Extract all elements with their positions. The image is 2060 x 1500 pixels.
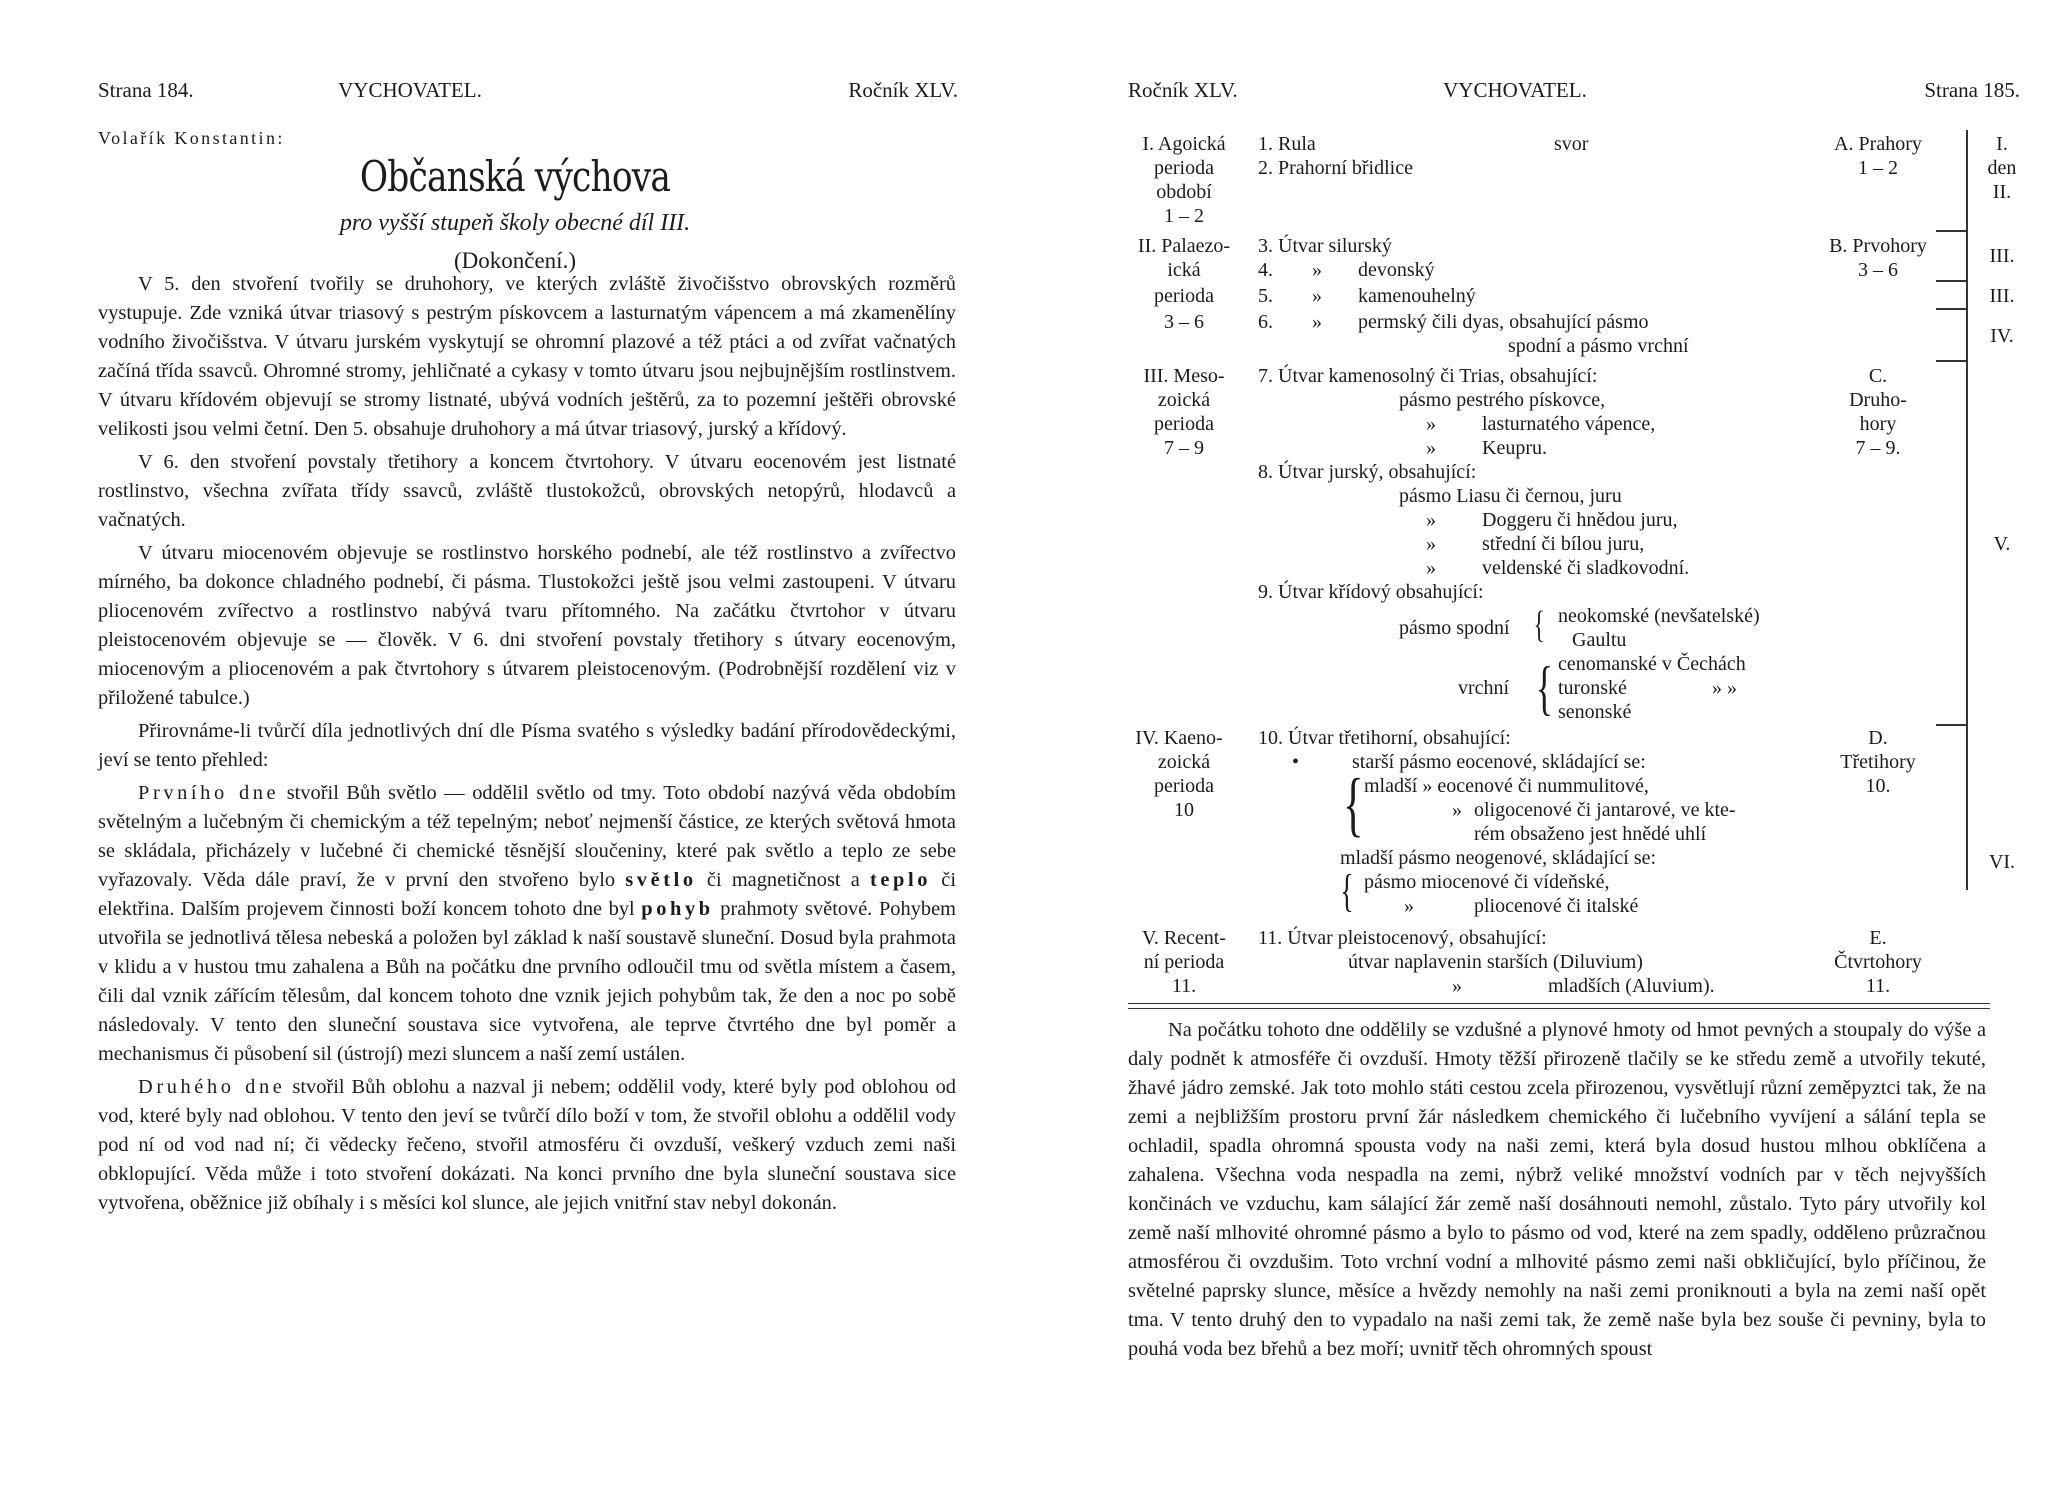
ditto-mark: » (1452, 975, 1462, 997)
formation-cell: oligocenové či jantarové, ve kte- (1474, 799, 1736, 821)
text-run: stvořil Bůh světlo — oddělil světlo od tmy. Toto období nazývá věda obdobím světelným a lučebným či chemickým a též tepelným; neboť nejmenší částice, ze kterých světová hmota se skládala, přicházely v lučebné či chemické těsnější sloučeniny, které pak světlo a teplo ze sebe vyřazovaly. Věda dále praví, že v první den stvořeno bylo (98, 782, 956, 891)
ditto-mark: » (1404, 895, 1414, 917)
formation-cell: Keupru. (1482, 437, 1547, 459)
era-cell: 3 – 6 (1858, 259, 1898, 281)
era-cell: 10. (1865, 775, 1891, 797)
formation-cell: 2. Prahorní břidlice (1258, 157, 1413, 179)
text-run: či magnetičnost a (696, 869, 871, 891)
formation-cell: útvar naplavenin starších (Diluvium) (1348, 951, 1643, 973)
formation-cell: Doggeru či hnědou juru, (1482, 509, 1678, 531)
formation-cell: 3. Útvar silurský (1258, 235, 1392, 257)
period-cell: 7 – 9 (1164, 437, 1204, 459)
journal-title-right: VYCHOVATEL. (1443, 78, 1587, 102)
period-cell: období (1156, 181, 1212, 203)
article-title: Občanská výchova (359, 152, 671, 201)
paragraph: Na počátku tohoto dne oddělily se vzdušné a plynové hmoty od hmot pevných a stoupaly do výše a daly podnět k atmosféře či ovzduší. Hmoty těžší přirozeně tlačily se ke středu země a utvořily tekuté, žhavé jádro zemské. Jak toto mohlo státi cestou zcela přirozenou, vysvětlují různí zeměpyztci tak, že na zemi a nejbližším prostoru první žár následkem chemického či lučebního vyvíjení a sálání tepla se ochladil, spadla ohromná spousta vody na naši zemi, která byla dosud hustou mlhou obklíčena a zahalena. Všechna voda nespadla na zemi, nýbrž veliké množství vodních par v těch nejvyšších končinách ve vzduchu, kam sálající žár země naší dosáhnouti nemohl, zůstalo. Tyto páry utvořily kol země naší mlhovité ohromné pásmo a bylo to pásmo od vod, které na zem spadly, odděleno průzračnou atmosférou či ovzdušim. Toto vrchní vodní a mlhovité pásmo zemi naši obkličující, bylo příčinou, že světelné paprsky slunce, měsíce a hvězdy nemohly na naši zemi proniknouti a byla na zemi naší opět tma. V tento druhý den to vypadalo na naši zemi tak, že země naše byla bez souše či pevniny, byla to pouhá voda bez břehů a bez moří; uvnitř těch ohromných spoust (1128, 1019, 1986, 1360)
period-cell: 3 – 6 (1164, 311, 1204, 333)
day-cell: VI. (1988, 851, 2016, 873)
formation-cell: lasturnatého vápence, (1482, 413, 1656, 435)
formation-cell: mladší » eocenové či nummulitové, (1364, 775, 1649, 797)
emphasis: světlo (625, 869, 697, 891)
period-cell: 1 – 2 (1164, 205, 1204, 227)
author-name: Volařík Konstantin: (98, 128, 285, 148)
formation-cell: neokomské (nevšatelské) (1558, 605, 1760, 627)
formation-cell: pásmo spodní (1399, 617, 1510, 639)
emphasis: teplo (870, 869, 932, 891)
era-cell: Třetihory (1840, 751, 1916, 773)
formation-cell: 6. (1258, 311, 1273, 333)
row-divider (1936, 724, 1968, 726)
geologic-table (1128, 128, 2048, 997)
era-cell: 7 – 9. (1855, 437, 1901, 459)
ditto-mark: » » (1712, 677, 1737, 699)
period-cell: 10 (1174, 799, 1194, 821)
formation-cell: 11. Útvar pleistocenový, obsahující: (1258, 927, 1547, 949)
paragraph-second-day (98, 1073, 956, 1218)
ditto-mark: » (1312, 285, 1322, 307)
era-cell: Čtvrtohory (1834, 951, 1922, 973)
curly-brace-icon: { (1342, 764, 1364, 844)
period-cell: 11. (1171, 975, 1197, 997)
period-cell: III. Meso- (1143, 365, 1225, 387)
volume-left: Ročník XLV. (848, 78, 958, 102)
period-cell: IV. Kaeno- (1135, 727, 1223, 749)
table-bottom-rule (1128, 1003, 1990, 1009)
day-cell: III. (1989, 285, 2015, 307)
formation-cell: starší pásmo eocenové, skládající se: (1352, 751, 1646, 773)
era-cell: D. (1868, 727, 1888, 749)
formation-cell: pliocenové či italské (1474, 895, 1639, 917)
curly-brace-icon: { (1340, 865, 1354, 916)
formation-cell: pásmo pestrého pískovce, (1399, 389, 1606, 411)
period-cell: I. Agoická (1142, 133, 1226, 155)
era-cell: hory (1859, 413, 1897, 435)
row-divider (1936, 360, 1968, 362)
paragraph: V útvaru miocenovém objevuje se rostlinstvo horského podnebí, ale též rostlinstvo a zvířectvo mírného, ba dokonce chladného podnebí, či pásma. Tlustokožci ještě jsou velmi zastoupeni. V útvaru pliocenovém zvířectvo a rostlinstvo nabývá tvaru přítomného. Na začátku čtvrtohor v útvaru pleistocenovém objevuje se — člověk. V 6. dni stvoření povstaly třetihory s útvary eocenovým, miocenovým a pliocenovém a pak čtvrtohory s útvarem pleistocenovým. (Podrobnější rozdělení viz v přiložené tabulce.) (98, 542, 956, 709)
formation-cell: pásmo miocenové či vídeňské, (1364, 871, 1610, 893)
era-cell: B. Prvohory (1829, 235, 1927, 257)
paragraph: Přirovnáme-li tvůrčí díla jednotlivých dní dle Písma svatého s výsledky badání přírodovědeckými, jeví se tento přehled: (98, 720, 956, 771)
lead-phrase: Prvního dne (138, 782, 280, 804)
page-number-left: Strana 184. (98, 78, 194, 102)
right-page (1030, 0, 2060, 1500)
period-cell: perioda (1154, 157, 1214, 179)
day-cell: den (1987, 157, 2017, 179)
day-cell: IV. (1990, 325, 2014, 347)
right-body-text (1128, 1016, 1986, 1368)
ditto-mark: » (1426, 437, 1436, 459)
day-cell: V. (1993, 533, 2011, 555)
paragraph: V 5. den stvoření tvořily se druhohory, ve kterých zvláště živočišstvo obrovských rozměrů vystupuje. Zde vzniká útvar triasový s pestrým pískovcem a lasturnatým vápencem a má zkamenělíny vodního živočišstva. V útvaru jurském vyskytují se ohromní plazové a též ptáci a od zvířat vačnatých začíná třída ssavců. Ohromné stromy, jehličnaté a cykasy v tomto útvaru jsou nejbujnějším rostlinstvem. V útvaru křídovém objevují se stromy listnaté, ubývá vodních ještěrů, za to pozemní ještěři obrovské velikosti jsou velmi četní. Den 5. obsahuje druhohory a má útvar triasový, jurský a křídový. (98, 273, 956, 440)
day-cell: I. (1996, 133, 2008, 155)
formation-cell: 8. Útvar jurský, obsahující: (1258, 461, 1477, 483)
formation-cell: pásmo Liasu či černou, juru (1399, 485, 1622, 507)
text-run: či elektřina. Dalším projevem činnosti boží koncem tohoto dne byl (98, 869, 956, 920)
formation-cell: střední či bílou juru, (1482, 533, 1645, 555)
text-run: stvořil Bůh oblohu a nazval ji nebem; oddělil vody, které byly pod oblohou od vod, které byly nad oblohou. V tento den jeví se tvůrčí dílo boží v tom, že stvořil oblohu a oddělil vody pod ní od vod nad ní; či vědecky řečeno, stvořil atmosféru či ovzduší, veškerý vzduch zemi naši obklopující. Věda může i toto stvoření dokázati. Na konci prvního dne byla sluneční soustava sice vytvořena, oběžnice již obíhaly i s měsíci kol slunce, ale jejich vnitřní stav nebyl dokonán. (98, 1076, 956, 1214)
formation-cell: cenomanské v Čechách (1558, 653, 1746, 675)
formation-cell: 1. Rula (1258, 133, 1316, 155)
formation-cell: 9. Útvar křídový obsahující: (1258, 581, 1484, 603)
day-cell: II. (1992, 181, 2012, 203)
formation-cell: senonské (1558, 701, 1632, 723)
formation-cell: veldenské či sladkovodní. (1482, 557, 1690, 579)
period-cell: V. Recent- (1141, 927, 1227, 949)
formation-cell: svor (1554, 133, 1589, 155)
curly-brace-icon: { (1533, 604, 1545, 646)
ditto-mark: » (1426, 533, 1436, 555)
ditto-mark: » (1426, 557, 1436, 579)
text-run: prahmoty světové. Pohybem utvořila se jednotlivá tělesa nebeská a položen byl základ k naší soustavě sluneční. Dosud byla prahmota v klidu a v hustou tmu zahalena a Bůh na počátku dne prvního odloučil tmu od světla místem a časem, čili dal vznik zářícím tělesům, dal koncem tohoto dne vznik jejich pohybům tak, že den a noc po sobě následovaly. V tento den sluneční soustava sice vytvořena, ale teprve čtvrtého dne byl poměr a mechanismus či působení sil (ústrojí) mezi sluncem a naší zemí ustálen. (98, 898, 956, 1065)
curly-brace-icon: { (1535, 655, 1554, 721)
formation-cell: mladších (Aluvium). (1548, 975, 1715, 997)
emphasis: pohyb (641, 898, 714, 920)
era-cell: 1 – 2 (1858, 157, 1898, 179)
formation-cell: Gaultu (1572, 629, 1627, 651)
formation-cell: kamenouhelný (1358, 285, 1476, 307)
period-cell: ická (1167, 259, 1201, 281)
period-cell: perioda (1154, 413, 1214, 435)
era-cell: C. (1868, 365, 1888, 387)
lead-phrase: Druhého dne (138, 1076, 286, 1098)
period-cell: ní perioda (1143, 951, 1225, 973)
ditto-mark: » (1312, 311, 1322, 333)
paragraph-first-day (98, 779, 956, 1069)
ditto-mark: » (1426, 413, 1436, 435)
period-cell: II. Palaezo- (1137, 235, 1231, 257)
paragraph: V 6. den stvoření povstaly třetihory a koncem čtvrtohory. V útvaru eocenovém jest listnaté rostlinstvo, všechna zvířata třídy ssavců, zvláště tlustokožců, obrovských netopýrů, hlodavců a vačnatých. (98, 451, 956, 531)
formation-cell: devonský (1358, 259, 1435, 281)
continuation-note: (Dokončení.) (454, 248, 576, 273)
era-cell: 11. (1865, 975, 1891, 997)
period-cell: zoická (1157, 751, 1211, 773)
column-divider (1966, 130, 1968, 890)
era-cell: E. (1869, 927, 1887, 949)
formation-cell: rém obsaženo jest hnědé uhlí (1474, 823, 1707, 845)
ditto-mark: » (1452, 799, 1462, 821)
row-divider (1936, 280, 1968, 282)
row-divider (1936, 230, 1968, 232)
era-cell: Druho- (1849, 389, 1907, 411)
formation-cell: 10. Útvar třetihorní, obsahující: (1258, 727, 1511, 749)
period-cell: zoická (1157, 389, 1211, 411)
formation-cell: spodní a pásmo vrchní (1508, 335, 1689, 357)
day-cell: III. (1989, 245, 2015, 267)
page-number-right: Strana 185. (1924, 78, 2020, 102)
ditto-mark: » (1312, 259, 1322, 281)
period-cell: perioda (1154, 285, 1214, 307)
left-body-text (98, 270, 956, 1222)
journal-title-left: VYCHOVATEL. (338, 78, 482, 102)
formation-cell: vrchní (1458, 677, 1510, 699)
ditto-mark: » (1426, 509, 1436, 531)
formation-cell: 4. (1258, 259, 1273, 281)
bullet-mark: • (1292, 751, 1300, 773)
formation-cell: turonské (1558, 677, 1627, 699)
formation-cell: mladší pásmo neogenové, skládající se: (1340, 847, 1657, 869)
formation-cell: 5. (1258, 285, 1273, 307)
row-divider (1936, 308, 1968, 310)
formation-cell: 7. Útvar kamenosolný či Trias, obsahující: (1258, 365, 1598, 387)
volume-right: Ročník XLV. (1128, 78, 1238, 102)
formation-cell: permský čili dyas, obsahující pásmo (1358, 311, 1649, 333)
period-cell: perioda (1154, 775, 1214, 797)
era-cell: A. Prahory (1834, 133, 1922, 155)
article-subtitle: pro vyšší stupeň školy obecné díl III. (339, 210, 691, 236)
